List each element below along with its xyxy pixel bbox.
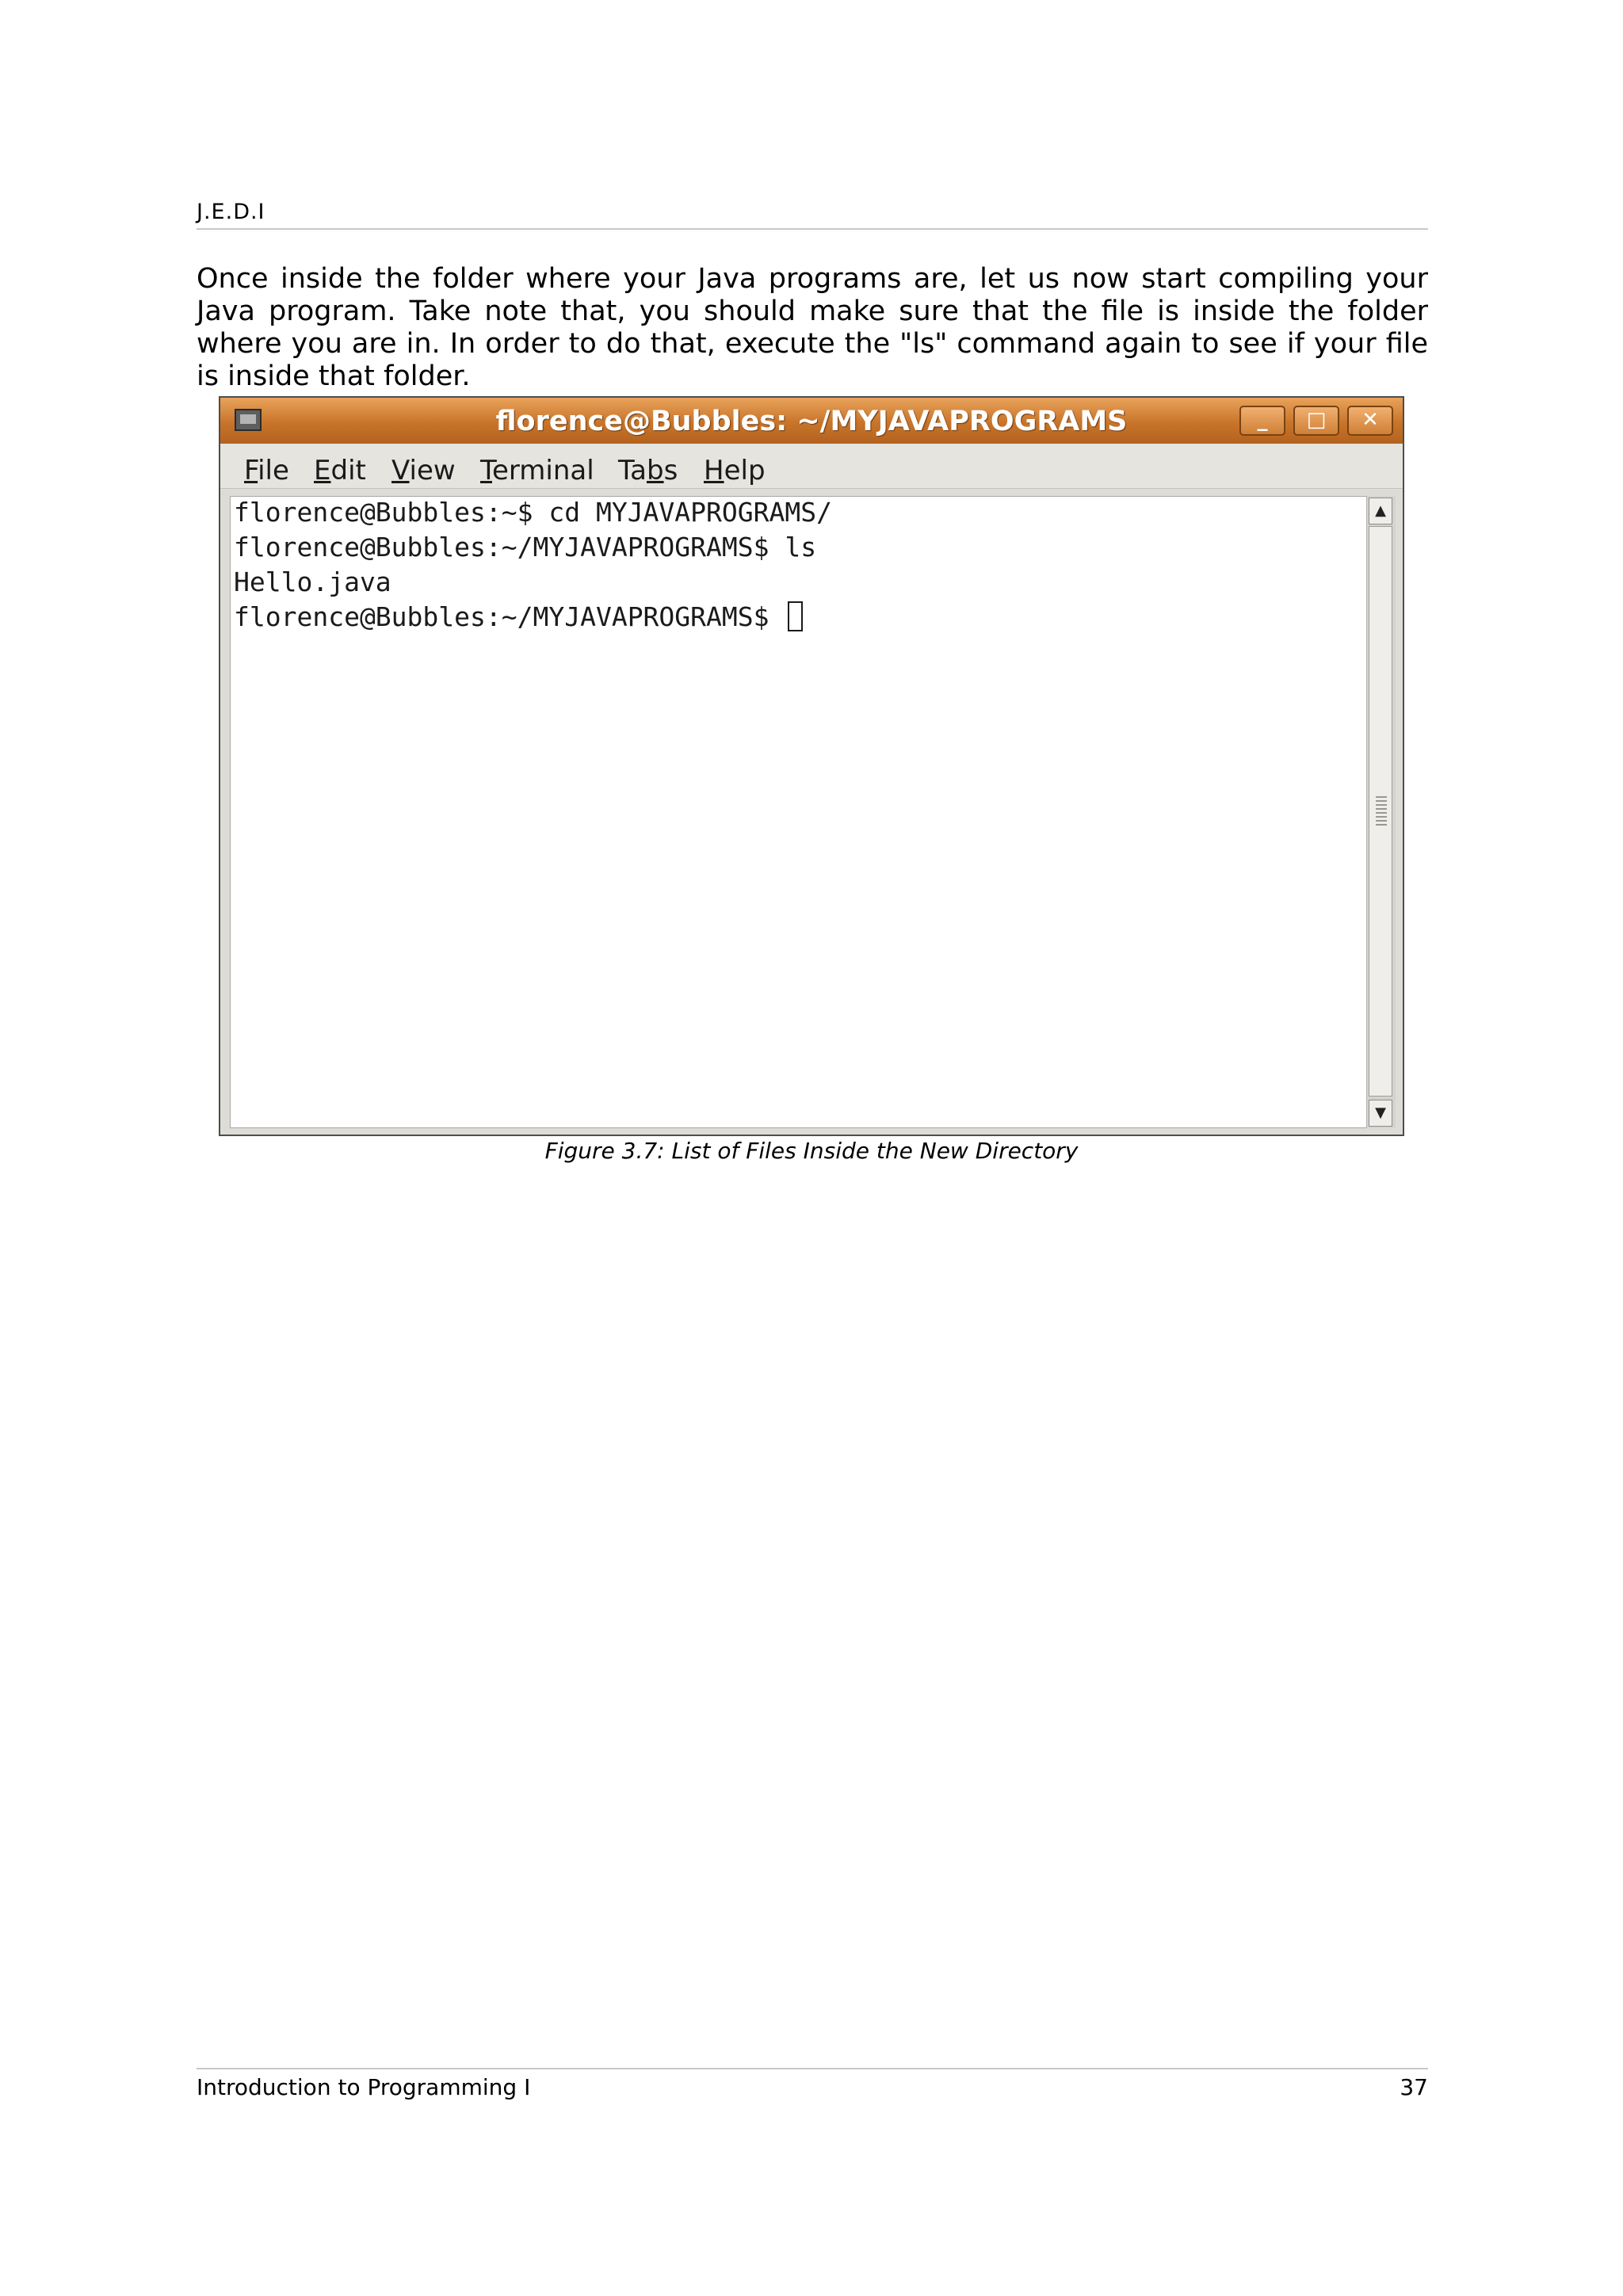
scrollbar-thumb[interactable]	[1369, 526, 1392, 1097]
menu-view[interactable]: View	[391, 455, 456, 486]
footer-title: Introduction to Programming I	[197, 2074, 531, 2100]
vertical-scrollbar[interactable]	[1366, 496, 1396, 1128]
page-header	[197, 196, 1428, 230]
menu-edit[interactable]: Edit	[314, 455, 366, 486]
menu-tabs[interactable]: Tabs	[618, 455, 678, 486]
scroll-up-arrow-icon[interactable]: ▲	[1369, 498, 1392, 524]
maximize-button[interactable]: □	[1293, 406, 1339, 436]
menu-file[interactable]: File	[244, 455, 289, 486]
header-title: J.E.D.I	[197, 200, 265, 224]
terminal-prompt-line	[234, 601, 803, 632]
terminal-prompt: florence@Bubbles:~/MYJAVAPROGRAMS$	[234, 601, 769, 632]
body-paragraph: Once inside the folder where your Java programs are, let us now start compiling your Java program. Take note that, you should make sure that the file is inside the folder where you are in. In order to do that, execute the "ls" command again to see if your file is inside that folder.	[197, 263, 1428, 392]
page-footer	[197, 2068, 1428, 2109]
terminal-line: Hello.java	[234, 566, 391, 597]
terminal-output[interactable]	[230, 496, 1368, 1128]
figure-caption: Figure 3.7: List of Files Inside the New Directory	[544, 1138, 1079, 1164]
terminal-window	[219, 396, 1404, 1136]
terminal-line: florence@Bubbles:~/MYJAVAPROGRAMS$ ls	[234, 532, 817, 563]
menu-terminal[interactable]: Terminal	[480, 455, 594, 486]
page-number: 37	[1400, 2074, 1428, 2100]
window-titlebar[interactable]	[220, 398, 1403, 444]
menu-bar	[220, 444, 1403, 489]
close-button[interactable]: ✕	[1347, 406, 1393, 436]
text-cursor	[788, 601, 803, 631]
scroll-down-arrow-icon[interactable]: ▼	[1369, 1100, 1392, 1127]
scrollbar-grip-icon	[1376, 796, 1387, 828]
minimize-button[interactable]: _	[1239, 406, 1285, 436]
terminal-line: florence@Bubbles:~$ cd MYJAVAPROGRAMS/	[234, 497, 832, 528]
window-title: florence@Bubbles: ~/MYJAVAPROGRAMS	[495, 406, 1128, 437]
menu-help[interactable]: Help	[704, 455, 766, 486]
